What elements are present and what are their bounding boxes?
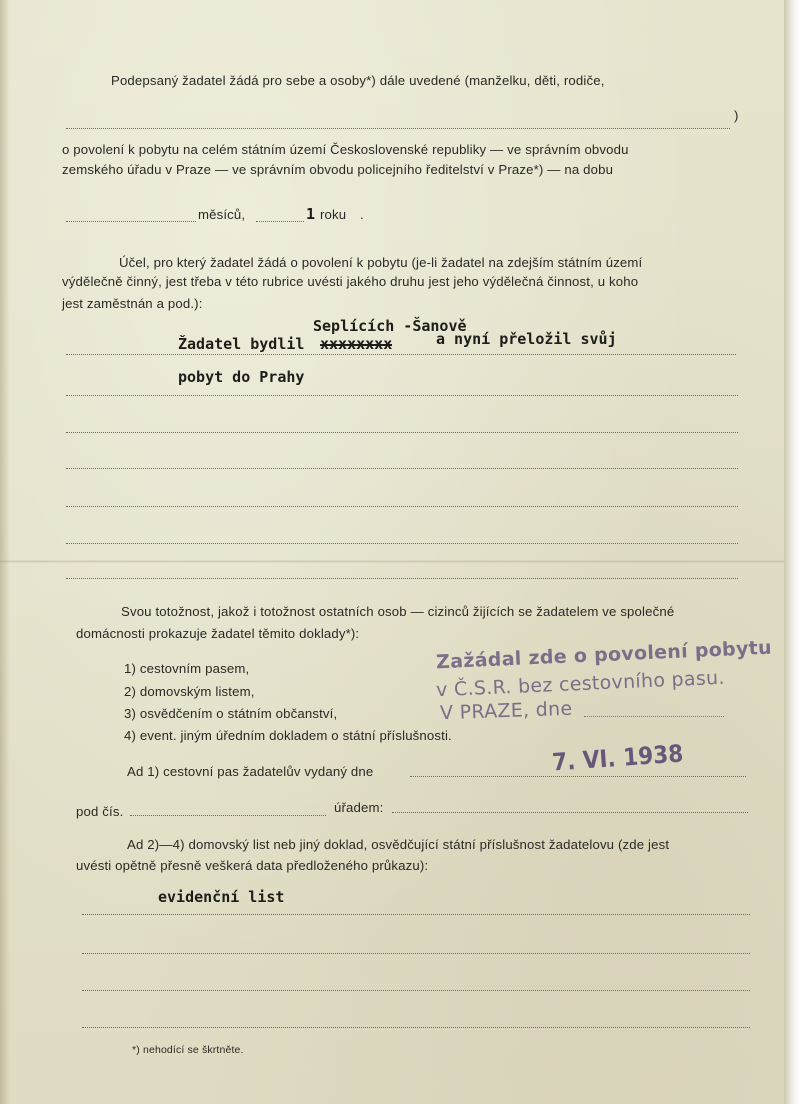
doc-item-1: 1) cestovním pasem, bbox=[124, 661, 250, 676]
passport-label: Ad 1) cestovní pas žadatelův vydaný dne bbox=[127, 764, 374, 779]
typed-purpose-line1-end: a nyní přeložil svůj bbox=[436, 330, 617, 348]
document-dotted-line-4 bbox=[82, 1027, 750, 1028]
duration-value: 1 bbox=[306, 205, 316, 223]
paper-fold-crease bbox=[0, 560, 784, 563]
purpose-dotted-line-6 bbox=[66, 543, 738, 544]
doc-item-4: 4) event. jiným úředním dokladem o státní příslušnosti. bbox=[124, 728, 452, 743]
pod-cis-label: pod čís. bbox=[76, 804, 124, 819]
typed-document-type: evidenční list bbox=[158, 888, 285, 906]
doc-item-2: 2) domovským listem, bbox=[124, 684, 255, 699]
purpose-dotted-line-4 bbox=[66, 468, 738, 469]
paper-left-shadow bbox=[0, 0, 10, 1104]
typed-purpose-line1-start: Žadatel bydlil bbox=[178, 335, 305, 353]
stamp-line-3: V PRAZE, dne bbox=[439, 697, 573, 725]
months-label: měsíců, bbox=[198, 207, 246, 222]
document-dotted-line-3 bbox=[82, 990, 750, 991]
paper-right-edge bbox=[784, 0, 800, 1104]
typed-purpose-line2: pobyt do Prahy bbox=[178, 368, 305, 386]
document-dotted-line-1 bbox=[82, 914, 750, 915]
identity-text-line2: domácnosti prokazuje žadatel těmito doklady*): bbox=[76, 626, 360, 641]
stamp-date: 7. VI. 1938 bbox=[551, 739, 685, 777]
number-dotted-line bbox=[130, 815, 326, 816]
stamp-date-dotted-line bbox=[584, 716, 724, 717]
intro-text: Podepsaný žadatel žádá pro sebe a osoby*) dále uvedené (manželku, děti, rodiče, bbox=[111, 73, 605, 88]
stamp-line-2: v Č.S.R. bez cestovního pasu. bbox=[435, 666, 726, 702]
purpose-dotted-line-1 bbox=[66, 354, 736, 355]
footnote: *) nehodící se škrtněte. bbox=[132, 1044, 244, 1056]
document-dotted-line-2 bbox=[82, 953, 750, 954]
identity-text-line1: Svou totožnost, jakož i totožnost ostatních osob — cizinců žijících se žadatelem ve společné bbox=[121, 604, 675, 619]
stamp-line-1: Zažádal zde o povolení pobytu bbox=[435, 636, 773, 674]
ad24-text-line2: uvésti opětně přesně veškerá data předloženého průkazu): bbox=[76, 858, 429, 873]
purpose-dotted-line-3 bbox=[66, 432, 738, 433]
purpose-dotted-line-5 bbox=[66, 506, 738, 507]
purpose-dotted-line-2 bbox=[66, 395, 738, 396]
year-label: roku bbox=[320, 207, 347, 222]
purpose-text-line1: Účel, pro který žadatel žádá o povolení k pobytu (je-li žadatel na zdejším státním území bbox=[119, 255, 643, 270]
permit-text-line2: zemského úřadu v Praze — ve správním obvodu policejního ředitelství v Praze*) — na dobu bbox=[62, 162, 614, 177]
typed-insertion: Seplících -Šanově bbox=[313, 317, 467, 335]
years-dotted-line bbox=[256, 221, 304, 222]
purpose-dotted-line-7 bbox=[66, 578, 738, 579]
passport-date-dotted-line bbox=[410, 776, 746, 777]
purpose-text-line2: výdělečně činný, jest třeba v této rubrice uvésti jakého druhu jest jeho výdělečná činnost, u koho bbox=[62, 274, 639, 289]
months-dotted-line bbox=[66, 221, 196, 222]
paren-close: ) bbox=[734, 108, 739, 123]
persons-dotted-line bbox=[66, 128, 730, 129]
uradem-label: úřadem: bbox=[334, 800, 384, 815]
typed-struck-word: xxxxxxxx bbox=[320, 335, 393, 353]
doc-item-3: 3) osvědčením o státním občanství, bbox=[124, 706, 338, 721]
ad24-text-line1: Ad 2)—4) domovský list neb jiný doklad, osvědčující státní příslušnost žadatelovu (zde jest bbox=[127, 837, 670, 852]
permit-text-line1: o povolení k pobytu na celém státním území Československé republiky — ve správním obvodu bbox=[62, 142, 629, 157]
year-suffix: . bbox=[360, 207, 364, 222]
office-dotted-line bbox=[392, 812, 748, 813]
purpose-text-line3: jest zaměstnán a pod.): bbox=[62, 296, 203, 311]
